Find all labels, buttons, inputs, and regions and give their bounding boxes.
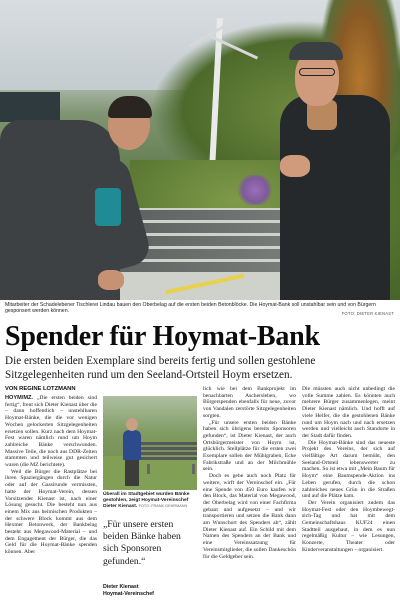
photo-worker-left (0, 90, 150, 300)
photo-credit: FOTO: DIETER KIENAST (341, 311, 394, 316)
secondary-caption-text: Überall im Stadtgebiet wurden Bänke gestohlen, zeigt Hoymat-Vereinschef Dieter Kienast. (103, 492, 190, 509)
subheadline: Die ersten beiden Exemplare sind bereits fertig und sollen gestohlene Sitzgelegenheiten rund um den Seeland-Ortsteil Hoym ersetzen. (5, 355, 316, 381)
secondary-photo (103, 396, 197, 490)
photo-caption: Mitarbeiter der Schadelebener Tischlerei Lindau bauen den Oberbelag auf die ersten beiden Betonblöcke. Die Hoymat-Bank soll unstahlbar sein und von Bürgern gesponsert werden können. (5, 302, 376, 315)
dateline: HOYM/MZ. (5, 395, 33, 401)
quote-author-name: Dieter Kienast (103, 584, 139, 590)
paragraph: Der Verein organisiert zudem das Hoymat-Fest oder den Hoymbewegt-sich-Tag und hat mit dem Gemeinschaftshaus KUF24 einen Stadtteil ausgebaut, in dem es nun regelmäßig Kultur – wie Lesungen, Konzerte, Theater oder Kinderveranstaltungen – organisiert. (302, 499, 395, 553)
paragraph (5, 395, 97, 469)
article-column-4 (302, 386, 395, 554)
pull-quote: „Für unsere ersten beiden Bänke haben sich Sponsoren gefunden.“ (103, 519, 181, 567)
secondary-photo-caption (103, 492, 197, 509)
paragraph: Die Hoymat-Bänke sind das neueste Projekt des Vereins, der sich auf vielfältige Art darum bemüht, den Seeland-Ortsteil lebenswerter zu machen. So ist etwa mit „Mein Baum für Hoym“ eine Baumspende-Aktion ins Leben gerufen, durch die schon zahlreiches neues Grün in die Straßen und auf die Plätze kam. (302, 439, 395, 500)
headline: Spender für Hoymat-Bank (5, 321, 320, 352)
photo-person (121, 416, 143, 486)
article-column-3 (203, 386, 296, 560)
photo-drill (95, 188, 121, 226)
byline: VON REGINE LOTZMANN (5, 386, 76, 392)
paragraph-text: „Die ersten beiden sind fertig“, freut sich Dieter Kienast über die – dann hoffentlich – unstehlbaren Hoymat-Bänke, die die vor wenigen Wochen gelockerten Sitzgelegenheiten ersetzen sollen. Kurz nach dem Hoymat-Fest waren nämlich rund um Hoym zahlreiche Bänke verschwunden. Massive Teile, die noch aus DDR-Zeiten stammten und teilweise gut gesichert waren (die MZ berichtete). (5, 395, 97, 469)
paragraph: lich wie bei dem Bankprojekt im benachbarten Aschersleben, wo Bürgerspenden ebenfalls für neue, zuvor von Vandalen zerstörte Sitzgelegenheiten sorgten. (203, 386, 296, 419)
main-photo (0, 0, 400, 300)
pull-quote-author (103, 584, 197, 597)
photo-worker-right (265, 40, 400, 300)
secondary-photo-credit: FOTO: FRANK GEHRMANN (138, 503, 188, 508)
article-column-1 (5, 395, 97, 556)
quote-author-role: Hoymat-Vereinschef (103, 590, 154, 597)
paragraph: Die müssten auch nicht unbedingt die volle Summe zahlen. Es könnten auch mehrere Bürger zusammenlegen, meint Dieter Kienast nämlich. Und hofft auf viele Helfer, die die gestohlenen Bänke rund um Hoym nach und nach ersetzen werden und vielleicht auch Standorte in der Stadt dafür finden. (302, 386, 395, 439)
paragraph: Doch es gebe auch noch Platz für weitere, wirft der Vereinschef ein. „Für eine Spende von 450 Euro kaufen wir den Block, das Material von Megawood, der Oberbelag wird von einer Fachfirma gebaut und aufgesetzt – und wir transportieren und setzen die Bank dann am Wunschort des Spenders ab“, zählt Dieter Kienast auf. Ein Schild mit dem Namen des Spenders an der Bank und eine Vereinssatzung für Vereinsmitglieder, die sollen Dankeschön für die Geldgeber sein. (203, 473, 296, 560)
paragraph: Weil die Bürger die Rastplätze bei ihren Spaziergängen durch die Natur oder auf der Gassirunde vermissten, hatte der Hoymat-Verein, dessen Vorsitzender Kienast ist, nach einer Lösung gesucht. Die besteht nun aus einem Mix aus heimischen Produkten – der schwere Block kommt aus dem Hexmer Betonwerk, der Bankbelag besteht aus Megawood-Material – und dem Engagement der Bürger, die das Geld für die Hoymat-Bänke spenden können. Aber (5, 468, 97, 556)
paragraph: „Für unsere ersten beiden Bänke haben sich übrigens bereits Sponsoren gefunden“, ist Dieter Kienast, der auch Ortsbürgermeister von Hoym ist, glücklich. Stellplätze für die ersten zwei Exemplare sollen der Mühlgraben, Ecke Fabrikstraße und an der Milchmühle sein. (203, 419, 296, 473)
